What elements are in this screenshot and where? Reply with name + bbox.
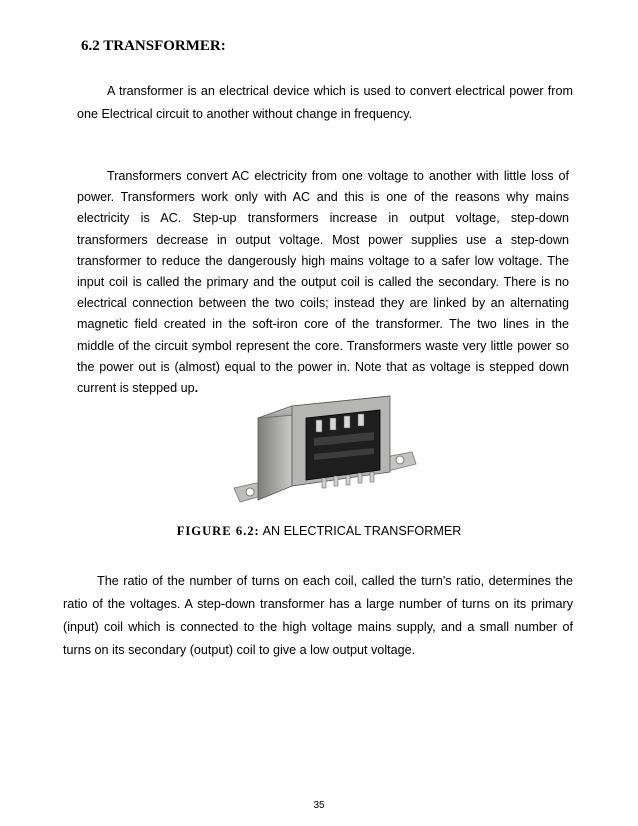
- page-number: 35: [313, 800, 325, 811]
- figure-caption: [0, 524, 638, 539]
- figure-caption-title: AN ELECTRICAL TRANSFORMER: [262, 524, 462, 538]
- section-heading: 6.2 TRANSFORMER:: [81, 38, 226, 54]
- paragraph-turns-ratio: The ratio of the number of turns on each coil, called the turn's ratio, determines the ratio of the voltages. A step-down transformer has a large number of turns on its primary (input) coil which is connected to the high voltage mains supply, and a small number of turns on its secondary (output) coil to give a low output voltage.: [63, 574, 573, 657]
- paragraph-definition: A transformer is an electrical device which is used to convert electrical power from one Electrical circuit to another without change in frequency.: [77, 84, 573, 121]
- transformer-photo: [230, 388, 420, 514]
- figure-caption-label: FIGURE 6.2:: [176, 524, 260, 538]
- paragraph-explanation-end: .: [194, 381, 199, 396]
- paragraph-explanation-text: Transformers convert AC electricity from one voltage to another with little loss of power. Transformers work only with AC and this is one of the reasons why mains electricity is AC. Step-up transformers increase in output voltage, step-down transformers decrease in output voltage. Most power supplies use a step-down transformer to reduce the dangerously high mains voltage to a safer low voltage. The input coil is called the primary and the output coil is called the secondary. There is no electrical connection between the two coils; instead they are linked by an alternating magnetic field created in the soft-iron core of the transformer. The two lines in the middle of the circuit symbol represent the core. Transformers waste very little power so the power out is (almost) equal to the power in. Note that as voltage is stepped down current is stepped up: [77, 169, 569, 396]
- paragraph-explanation: [77, 166, 569, 399]
